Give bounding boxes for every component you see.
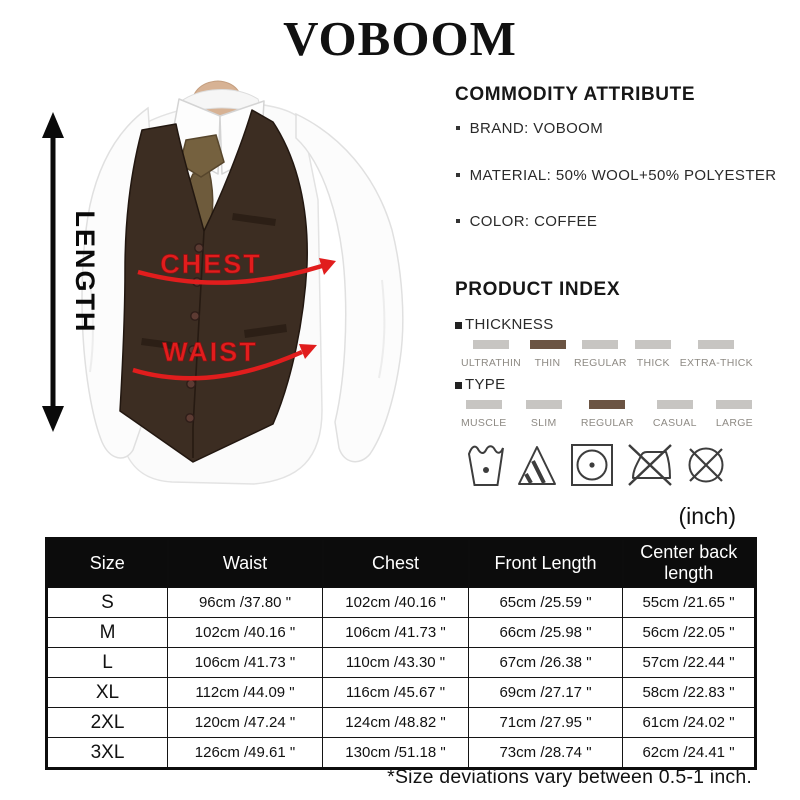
scale-bar bbox=[582, 340, 618, 349]
cell-size: 3XL bbox=[47, 738, 168, 769]
scale-bar bbox=[635, 340, 671, 349]
attr-brand bbox=[456, 120, 603, 137]
cell-size: M bbox=[47, 618, 168, 648]
scale-option-label: LARGE bbox=[715, 417, 753, 429]
scale-bar bbox=[473, 340, 509, 349]
attr-color bbox=[456, 213, 597, 230]
cell-center-back: 61cm /24.02 " bbox=[623, 708, 756, 738]
thickness-scale bbox=[455, 316, 755, 369]
table-row bbox=[47, 648, 756, 678]
cell-front-length: 73cm /28.74 " bbox=[469, 738, 623, 769]
square-bullet-icon bbox=[455, 382, 462, 389]
cell-center-back: 56cm /22.05 " bbox=[623, 618, 756, 648]
type-option-large bbox=[716, 400, 753, 429]
cell-size: 2XL bbox=[47, 708, 168, 738]
product-index-title: PRODUCT INDEX bbox=[455, 279, 621, 300]
cell-chest: 106cm /41.73 " bbox=[323, 618, 469, 648]
scale-option-label: CASUAL bbox=[652, 417, 697, 429]
type-option-muscle bbox=[461, 400, 507, 429]
scale-option-label: THIN bbox=[534, 357, 561, 369]
length-label: LENGTH bbox=[70, 210, 100, 334]
cell-front-length: 71cm /27.95 " bbox=[469, 708, 623, 738]
size-table bbox=[45, 537, 757, 770]
cell-size: L bbox=[47, 648, 168, 678]
size-deviation-note: *Size deviations vary between 0.5-1 inch. bbox=[387, 766, 752, 788]
col-header-waist: Waist bbox=[168, 539, 323, 588]
col-header-chest: Chest bbox=[323, 539, 469, 588]
thickness-option-regular bbox=[574, 340, 627, 369]
tumble-dry-icon bbox=[569, 442, 615, 488]
do-not-iron-icon bbox=[626, 442, 674, 488]
table-row bbox=[47, 618, 756, 648]
thickness-option-thick bbox=[635, 340, 671, 369]
type-option-regular-selected bbox=[581, 400, 634, 429]
scale-option-label: EXTRA-THICK bbox=[679, 357, 753, 369]
type-options bbox=[461, 400, 753, 429]
cell-front-length: 65cm /25.59 " bbox=[469, 587, 623, 618]
cell-center-back: 55cm /21.65 " bbox=[623, 587, 756, 618]
type-scale bbox=[455, 376, 755, 429]
square-bullet-icon bbox=[455, 322, 462, 329]
scale-option-label: SLIM bbox=[530, 417, 557, 429]
scale-bar bbox=[466, 400, 502, 409]
table-row bbox=[47, 587, 756, 618]
attr-material-label: MATERIAL: bbox=[469, 167, 552, 184]
scale-option-label: REGULAR bbox=[580, 417, 634, 429]
scale-bar bbox=[716, 400, 752, 409]
commodity-attribute-title: COMMODITY ATTRIBUTE bbox=[455, 84, 696, 105]
attr-material bbox=[456, 167, 777, 184]
scale-option-label: THICK bbox=[636, 357, 670, 369]
care-icons-row bbox=[467, 442, 727, 488]
product-photo bbox=[30, 80, 450, 492]
col-header-size: Size bbox=[47, 539, 168, 588]
cell-waist: 126cm /49.61 " bbox=[168, 738, 323, 769]
cell-chest: 110cm /43.30 " bbox=[323, 648, 469, 678]
thickness-scale-label: THICKNESS bbox=[465, 316, 554, 333]
do-not-dry-clean-icon bbox=[685, 442, 727, 488]
thickness-option-extra-thick bbox=[680, 340, 753, 369]
cell-size: XL bbox=[47, 678, 168, 708]
non-chlorine-bleach-icon bbox=[516, 442, 558, 488]
bullet-icon bbox=[456, 126, 460, 130]
cell-center-back: 62cm /24.41 " bbox=[623, 738, 756, 769]
brand-title: VOBOOM bbox=[283, 11, 517, 66]
scale-bar bbox=[698, 340, 734, 349]
col-header-front-length: Front Length bbox=[469, 539, 623, 588]
attr-color-value: COFFEE bbox=[534, 213, 598, 230]
table-row bbox=[47, 738, 756, 769]
bullet-icon bbox=[456, 219, 460, 223]
attr-brand-label: BRAND: bbox=[469, 120, 529, 137]
cell-waist: 96cm /37.80 " bbox=[168, 587, 323, 618]
cell-chest: 130cm /51.18 " bbox=[323, 738, 469, 769]
col-header-center-back: Center back length bbox=[623, 539, 756, 588]
cell-front-length: 69cm /27.17 " bbox=[469, 678, 623, 708]
thickness-option-thin-selected bbox=[530, 340, 566, 369]
attr-color-label: COLOR: bbox=[469, 213, 530, 230]
thickness-options bbox=[461, 340, 753, 369]
cell-waist: 112cm /44.09 " bbox=[168, 678, 323, 708]
type-option-casual bbox=[653, 400, 697, 429]
scale-option-label: ULTRATHIN bbox=[461, 357, 522, 369]
vest-photo-illustration bbox=[30, 80, 450, 492]
cell-waist: 106cm /41.73 " bbox=[168, 648, 323, 678]
scale-bar-selected bbox=[589, 400, 625, 409]
attr-material-value: 50% WOOL+50% POLYESTER bbox=[555, 167, 777, 184]
type-scale-name bbox=[455, 376, 755, 393]
table-row bbox=[47, 708, 756, 738]
cell-waist: 102cm /40.16 " bbox=[168, 618, 323, 648]
table-row bbox=[47, 678, 756, 708]
size-table-header-row bbox=[47, 539, 756, 588]
waist-label: WAIST bbox=[162, 337, 258, 367]
thickness-option-ultrathin bbox=[461, 340, 521, 369]
unit-note: (inch) bbox=[678, 503, 736, 529]
scale-option-label: REGULAR bbox=[573, 357, 627, 369]
scale-bar-selected bbox=[530, 340, 566, 349]
length-arrow bbox=[42, 112, 64, 432]
attributes-column bbox=[455, 84, 795, 504]
scale-bar bbox=[526, 400, 562, 409]
scale-option-label: MUSCLE bbox=[461, 417, 507, 429]
chest-arrowhead-icon bbox=[319, 258, 336, 275]
attr-brand-value: VOBOOM bbox=[533, 120, 604, 137]
cell-waist: 120cm /47.24 " bbox=[168, 708, 323, 738]
cell-chest: 102cm /40.16 " bbox=[323, 587, 469, 618]
cell-chest: 124cm /48.82 " bbox=[323, 708, 469, 738]
cell-center-back: 57cm /22.44 " bbox=[623, 648, 756, 678]
cell-front-length: 67cm /26.38 " bbox=[469, 648, 623, 678]
type-scale-label: TYPE bbox=[465, 376, 506, 393]
cell-chest: 116cm /45.67 " bbox=[323, 678, 469, 708]
machine-wash-icon bbox=[467, 442, 505, 488]
bullet-icon bbox=[456, 173, 460, 177]
thickness-scale-name bbox=[455, 316, 755, 333]
type-option-slim bbox=[526, 400, 562, 429]
scale-bar bbox=[657, 400, 693, 409]
cell-front-length: 66cm /25.98 " bbox=[469, 618, 623, 648]
cell-size: S bbox=[47, 587, 168, 618]
chest-label: CHEST bbox=[160, 249, 262, 279]
cell-center-back: 58cm /22.83 " bbox=[623, 678, 756, 708]
